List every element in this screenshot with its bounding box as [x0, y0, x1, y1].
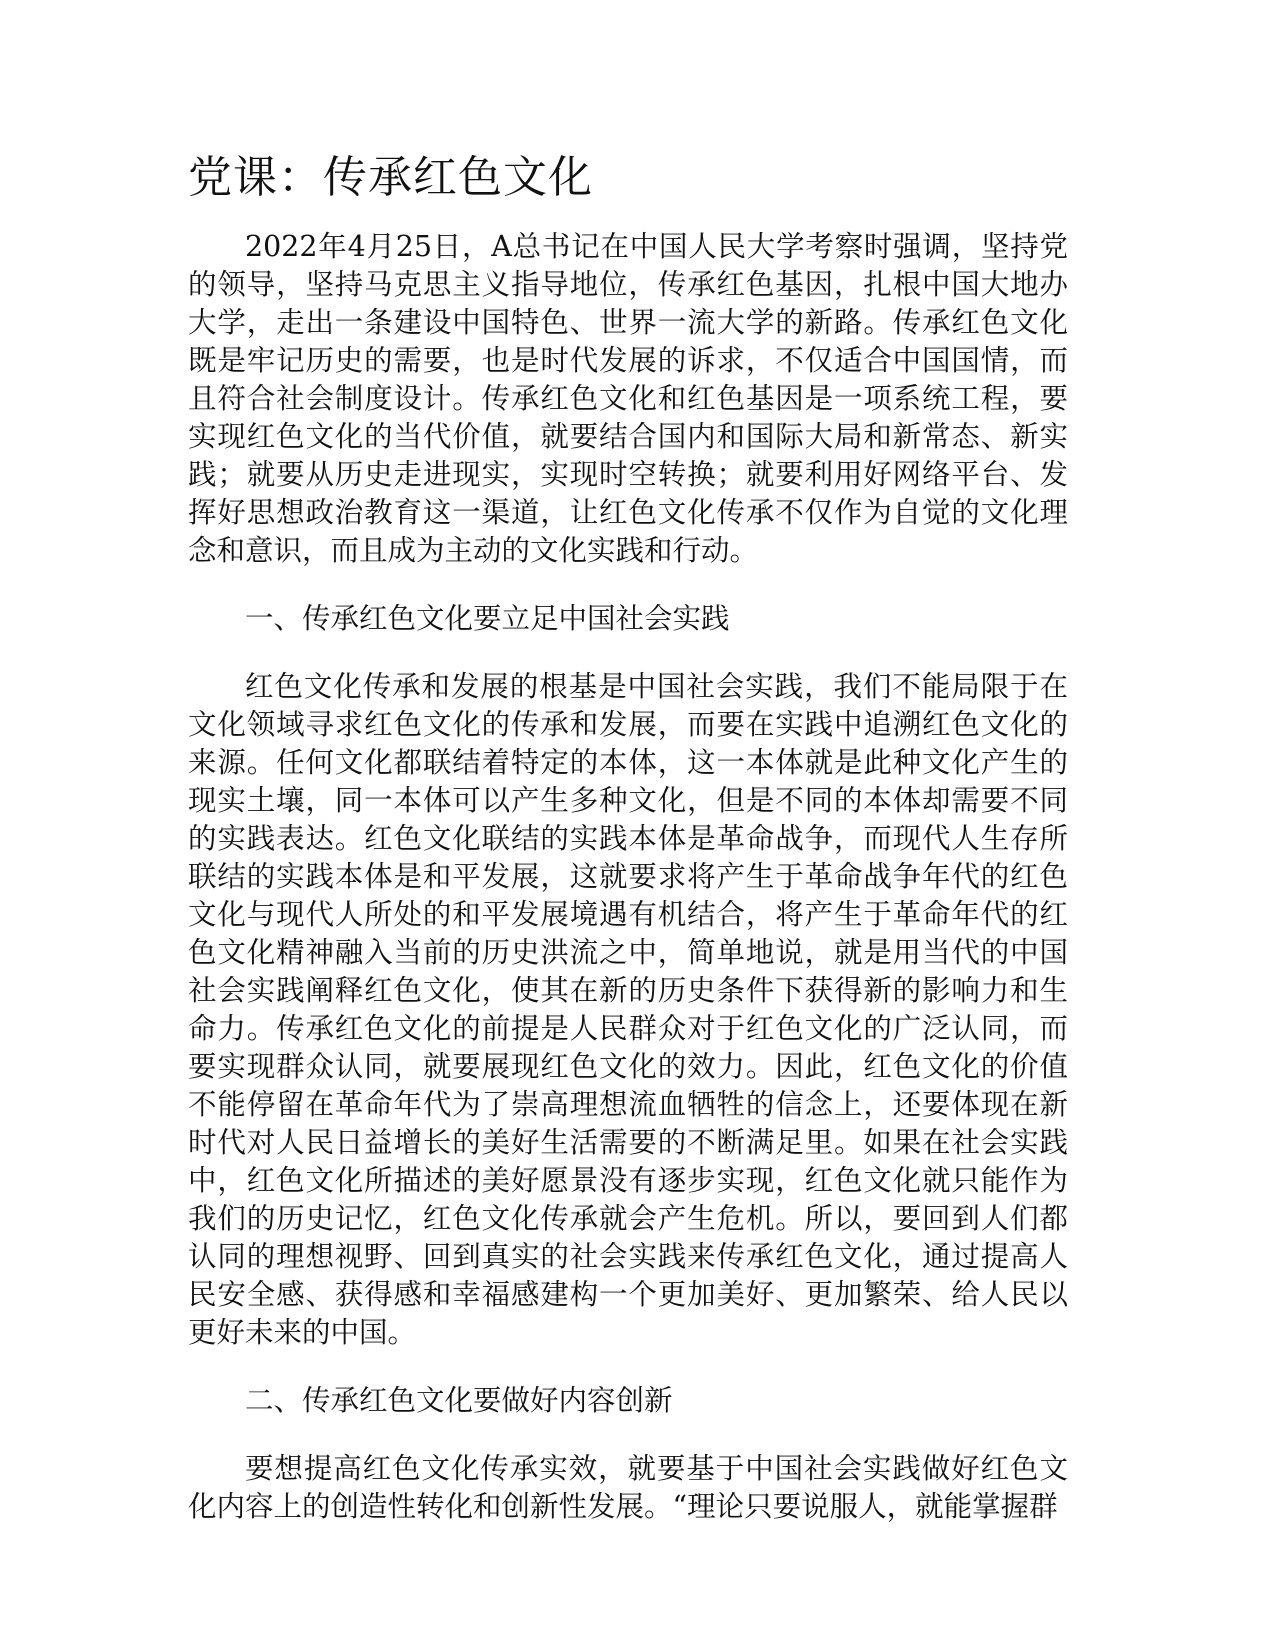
document-title: 党课：传承红色文化 [188, 152, 593, 203]
document-page [188, 150, 1068, 1526]
paragraph-section-2: 要想提高红色文化传承实效，就要基于中国社会实践做好红色文化内容上的创造性转化和创新性发展。“理论只要说服人，就能掌握群 [188, 1452, 1068, 1523]
paragraph-intro: 2022年4月25日，A总书记在中国人民大学考察时强调，坚持党的领导，坚持马克思主义指导地位，传承红色基因，扎根中国大地办大学，走出一条建设中国特色、世界一流大学的新路。传承红色文化既是牢记历史的需要，也是时代发展的诉求，不仅适合中国国情，而且符合社会制度设计。传承红色文化和红色基因是一项系统工程，要实现红色文化的当代价值，就要结合国内和国际大局和新常态、新实践；就要从历史走进现实，实现时空转换；就要利用好网络平台、发挥好思想政治教育这一渠道，让红色文化传承不仅作为自觉的文化理念和意识，而且成为主动的文化实践和行动。 [188, 230, 1068, 567]
section-heading-1: 一、传承红色文化要立足中国社会实践 [245, 602, 730, 635]
section-heading-2: 二、传承红色文化要做好内容创新 [245, 1384, 673, 1417]
paragraph-section-1: 红色文化传承和发展的根基是中国社会实践，我们不能局限于在文化领域寻求红色文化的传承和发展，而要在实践中追溯红色文化的来源。任何文化都联结着特定的本体，这一本体就是此种文化产生的现实土壤，同一本体可以产生多种文化，但是不同的本体却需要不同的实践表达。红色文化联结的实践本体是革命战争，而现代人生存所联结的实践本体是和平发展，这就要求将产生于革命战争年代的红色文化与现代人所处的和平发展境遇有机结合，将产生于革命年代的红色文化精神融入当前的历史洪流之中，简单地说，就是用当代的中国社会实践阐释红色文化，使其在新的历史条件下获得新的影响力和生命力。传承红色文化的前提是人民群众对于红色文化的广泛认同，而要实现群众认同，就要展现红色文化的效力。因此，红色文化的价值不能停留在革命年代为了崇高理想流血牺牲的信念上，还要体现在新时代对人民日益增长的美好生活需要的不断满足里。如果在社会实践中，红色文化所描述的美好愿景没有逐步实现，红色文化就只能作为我们的历史记忆，红色文化传承就会产生危机。所以，要回到人们都认同的理想视野、回到真实的社会实践来传承红色文化，通过提高人民安全感、获得感和幸福感建构一个更加美好、更加繁荣、给人民以更好未来的中国。 [188, 670, 1068, 1349]
